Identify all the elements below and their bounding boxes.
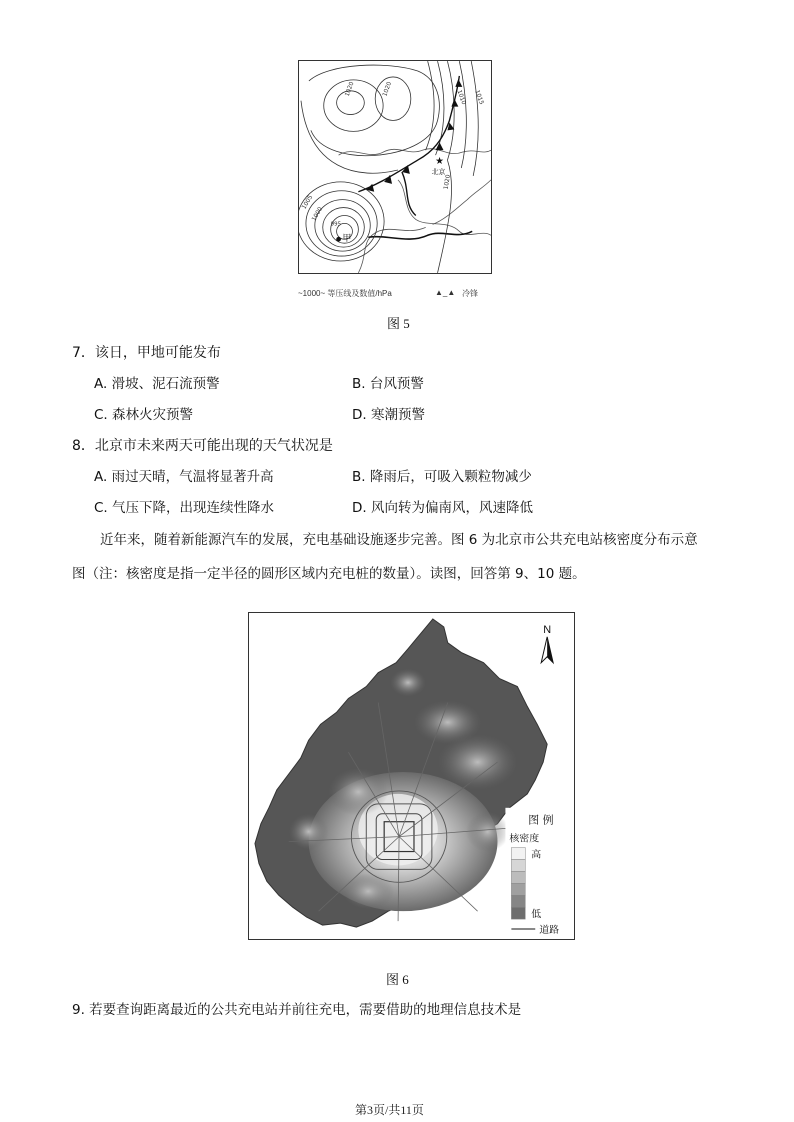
isobar [301,101,398,174]
question-7-stem: 7．该日，甲地可能发布 [72,345,221,361]
density-blob [466,812,510,852]
boundary-line-bold [368,231,472,239]
jia-point [336,237,341,242]
north-label: N [543,623,552,636]
question-8-option-a[interactable]: A. 雨过天晴，气温将显著升高 [94,469,274,485]
density-blob [329,768,389,816]
cold-front-triangle [451,99,458,107]
page-footer: 第3页/共11页 [355,1103,424,1117]
isobar-value-label: 995 [330,221,342,228]
density-map-svg [249,613,574,939]
weather-map-svg [299,61,491,273]
question-9-stem: 9. 若要查询距离最近的公共充电站并前往充电，需要借助的地理信息技术是 [72,1002,522,1018]
isobar-value-label: 1020 [381,80,394,98]
density-blob [414,700,482,744]
legend-title: 图 例 [528,813,554,827]
figure-6-density-map [248,612,575,940]
question-7-option-c[interactable]: C. 森林火灾预警 [94,407,194,423]
isobar-value-label: 1020 [343,80,356,98]
boundary-line [433,180,491,225]
figure-6-caption: 图 6 [386,972,409,987]
isobar [299,182,384,261]
isobar-value-label: 1005 [300,193,315,211]
isobar [471,61,478,176]
legend-high-label: 高 [531,849,542,861]
question-8-option-b[interactable]: B. 降雨后，可吸入颗粒物减少 [352,469,532,485]
legend-swatch [511,883,525,895]
boundary-line [339,149,491,155]
legend-swatch [511,907,525,919]
density-blob [289,814,329,850]
intro-line-1: 近年来，随着新能源汽车的发展，充电基础设施逐步完善。图 6 为北京市公共充电站核密度分布示意 [100,532,698,548]
figure-5-legend [298,288,498,302]
isobar-value-label: 1020 [442,174,453,191]
question-7-option-a[interactable]: A. 滑坡、泥石流预警 [94,376,220,392]
question-8-stem: 8．北京市未来两天可能出现的天气状况是 [72,438,333,454]
isobar [309,65,439,156]
cold-front-legend: 冷锋 [462,289,478,298]
cold-front-legend-icon: ▲_▲ [435,288,456,297]
density-blob [342,873,394,909]
isobar-value-label: 1000 [310,205,325,223]
isobar-value-label: 1010 [455,89,468,106]
legend-swatch [511,848,525,860]
legend-swatch [511,859,525,871]
question-7-option-b[interactable]: B. 台风预警 [352,376,424,392]
legend-road-label: 道路 [539,925,560,937]
question-7-option-d[interactable]: D. 寒潮预警 [352,407,425,423]
beijing-star-icon: ★ [435,156,444,168]
cold-front-triangle [455,79,462,87]
isobar [447,61,454,160]
beijing-label: 北京 [431,167,446,176]
isobar [306,191,377,256]
legend-low-label: 低 [531,909,542,921]
density-blob [390,669,426,697]
legend-swatch [511,871,525,883]
legend-swatch [511,895,525,907]
intro-line-2: 图（注：核密度是指一定半径的圆形区域内充电桩的数量）。读图，回答第 9、10 题。 [72,566,586,582]
question-8-option-d[interactable]: D. 风向转为偏南风，风速降低 [352,500,533,516]
isobar-legend: ~1000~ 等压线及数值/hPa [298,289,392,298]
figure-5-caption: 图 5 [387,316,410,331]
figure-5-weather-map [298,60,492,274]
jia-label: 甲 [342,234,352,245]
question-8-option-c[interactable]: C. 气压下降，出现连续性降水 [94,500,275,516]
legend-density-label: 核密度 [509,833,540,845]
isobar-value-label: 1015 [473,89,486,106]
